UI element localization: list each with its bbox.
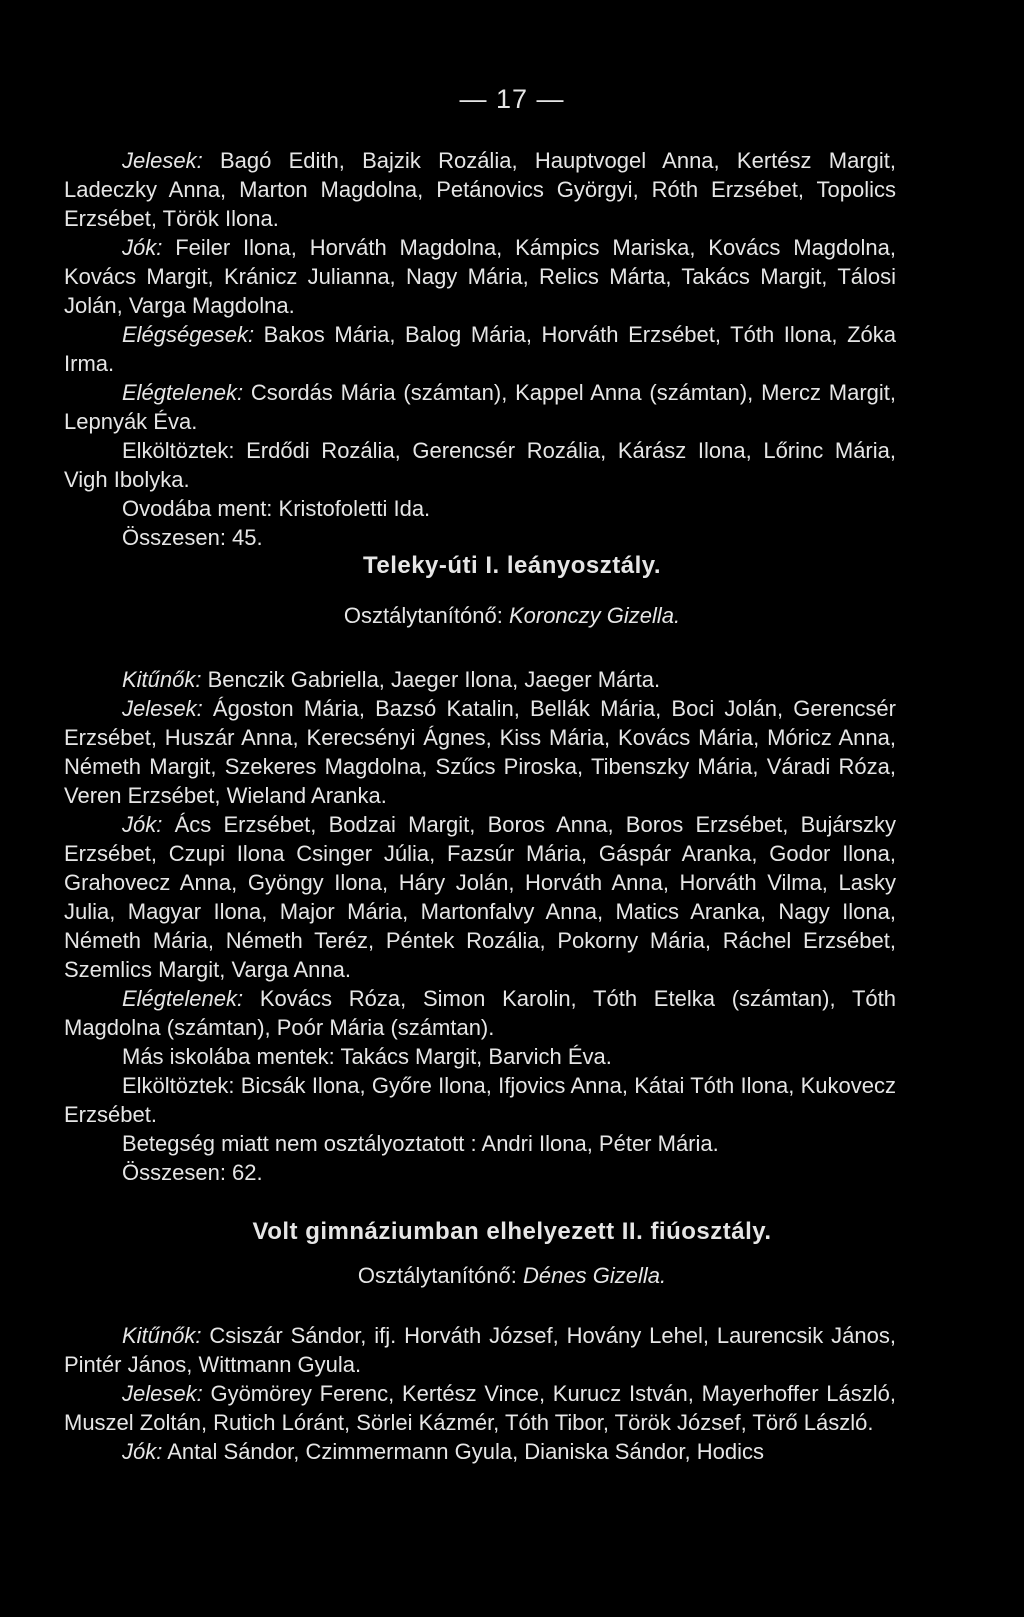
jok-text: Feiler Ilona, Horváth Magdolna, Kámpics Mariska, Kovács Magdolna, Kovács Margit, Kránicz Julianna, Nagy Mária, Relics Márta, Takács Margit, Tálosi Jolán, Varga Magdolna. [64, 235, 896, 318]
elegtelenek-label: Elégtelenek: [122, 986, 244, 1011]
block-3 [64, 1321, 896, 1466]
block-2 [64, 665, 896, 1187]
jok-text: Antal Sándor, Czimmermann Gyula, Dianiska Sándor, Hodics [162, 1439, 764, 1464]
section-2-teacher [0, 603, 1024, 629]
teacher-name: Koronczy Gizella. [508, 603, 681, 628]
block-1 [64, 146, 896, 552]
jelesek-text: Bagó Edith, Bajzik Rozália, Hauptvogel Anna, Kertész Margit, Ladeczky Anna, Marton Magdolna, Petánovics Györgyi, Róth Erzsébet, Topolics Erzsébet, Török Ilona. [64, 148, 896, 231]
jok-label: Jók: [122, 812, 163, 837]
section-2-heading: Teleky-úti I. leányosztály. [362, 552, 662, 579]
kitunok-paragraph [64, 1321, 896, 1379]
teacher-label: Osztálytanítónő: [343, 603, 509, 628]
elegtelenek-paragraph [64, 378, 896, 436]
section-3-teacher [0, 1263, 1024, 1289]
ovodaba-line: Ovodába ment: Kristofoletti Ida. [122, 496, 431, 521]
jelesek-paragraph [64, 694, 896, 810]
elkoltoztek-paragraph: Elköltöztek: Erdődi Rozália, Gerencsér Rozália, Kárász Ilona, Lőrinc Mária, Vigh Ibolyka. [64, 438, 896, 492]
kitunok-paragraph [64, 665, 896, 694]
section-3-heading: Volt gimnáziumban elhelyezett II. fiúosztály. [252, 1218, 772, 1245]
teacher-name: Dénes Gizella. [523, 1263, 667, 1288]
mas-iskola-line: Más iskolába mentek: Takács Margit, Barvich Éva. [122, 1044, 612, 1069]
jelesek-label: Jelesek: [122, 148, 203, 173]
osszesen-line: Összesen: 45. [122, 525, 263, 550]
kitunok-label: Kitűnők: [122, 1323, 202, 1348]
jok-paragraph [64, 1437, 896, 1466]
jelesek-text: Gyömörey Ferenc, Kertész Vince, Kurucz István, Mayerhoffer László, Muszel Zoltán, Rutich Lóránt, Sörlei Kázmér, Tóth Tibor, Török József, Törő László. [64, 1381, 896, 1435]
page-number: — 17 — [459, 84, 565, 114]
elegtelenek-paragraph [64, 984, 896, 1042]
jok-paragraph [64, 233, 896, 320]
jok-paragraph [64, 810, 896, 984]
elegtelenek-text: Csordás Mária (számtan), Kappel Anna (számtan), Mercz Margit, Lepnyák Éva. [64, 380, 896, 434]
elegsegesek-label: Elégségesek: [122, 322, 255, 347]
kitunok-label: Kitűnők: [122, 667, 202, 692]
jelesek-paragraph [64, 146, 896, 233]
jelesek-label: Jelesek: [122, 1381, 203, 1406]
jelesek-text: Ágoston Mária, Bazsó Katalin, Bellák Mária, Boci Jolán, Gerencsér Erzsébet, Huszár Anna, Kerecsényi Ágnes, Kiss Mária, Kovács Mária, Móricz Anna, Németh Margit, Szekeres Magdolna, Szűcs Piroska, Tibenszky Mária, Váradi Róza, Veren Erzsébet, Wieland Aranka. [64, 696, 896, 808]
jelesek-paragraph [64, 1379, 896, 1437]
elkoltoztek-paragraph: Elköltöztek: Bicsák Ilona, Győre Ilona, Ifjovics Anna, Kátai Tóth Ilona, Kukovecz Erzsébet. [64, 1073, 896, 1127]
elegsegesek-text: Bakos Mária, Balog Mária, Horváth Erzsébet, Tóth Ilona, Zóka Irma. [64, 322, 896, 376]
kitunok-text: Benczik Gabriella, Jaeger Ilona, Jaeger Márta. [201, 667, 661, 692]
elegtelenek-label: Elégtelenek: [122, 380, 244, 405]
teacher-label: Osztálytanítónő: [357, 1263, 523, 1288]
jok-text: Ács Erzsébet, Bodzai Margit, Boros Anna, Boros Erzsébet, Bujárszky Erzsébet, Czupi Ilona Csinger Júlia, Fazsúr Mária, Gáspár Aranka, Godor Ilona, Grahovecz Anna, Gyöngy Ilona, Háry Jolán, Horváth Anna, Horváth Vilma, Lasky Julia, Magyar Ilona, Major Mária, Martonfalvy Anna, Matics Aranka, Nagy Ilona, Németh Mária, Németh Teréz, Péntek Rozália, Pokorny Mária, Ráchel Erzsébet, Szemlics Margit, Varga Anna. [64, 812, 896, 982]
jok-label: Jók: [122, 1439, 163, 1464]
osszesen-line: Összesen: 62. [122, 1160, 263, 1185]
elegsegesek-paragraph [64, 320, 896, 378]
kitunok-text: Csiszár Sándor, ifj. Horváth József, Hovány Lehel, Laurencsik János, Pintér János, Wittmann Gyula. [64, 1323, 896, 1377]
jok-label: Jók: [122, 235, 163, 260]
betegseg-line: Betegség miatt nem osztályoztatott : Andri Ilona, Péter Mária. [122, 1131, 719, 1156]
elegtelenek-text: Kovács Róza, Simon Karolin, Tóth Etelka (számtan), Tóth Magdolna (számtan), Poór Mária (számtan). [64, 986, 896, 1040]
jelesek-label: Jelesek: [122, 696, 203, 721]
